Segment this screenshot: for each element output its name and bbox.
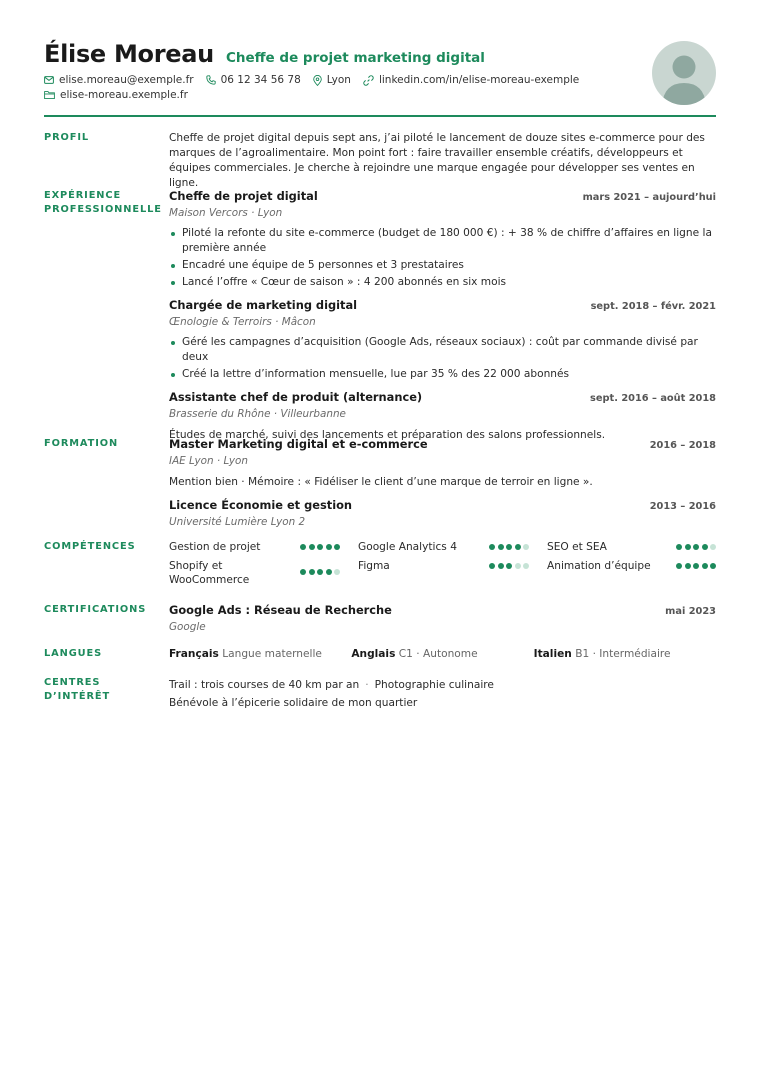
website-text: elise-moreau.exemple.fr (60, 89, 188, 101)
language-level: B1 · Intermédiaire (575, 648, 671, 660)
skill-dot-filled (309, 544, 315, 550)
section-label: CERTIFICATIONS (44, 604, 147, 615)
skill-dot-filled (685, 544, 691, 550)
location-pin-icon (313, 75, 322, 86)
entry-company: Maison Vercors · Lyon (169, 207, 283, 219)
skill-level-dots (676, 559, 716, 569)
skill-level-dots (489, 540, 529, 550)
interest-item: Photographie culinaire (374, 679, 494, 691)
bullet-item: Géré les campagnes d’acquisition (Google Ads, réseaux sociaux) : coût par commande divisé par deux (169, 335, 716, 365)
skill-dot-filled (317, 569, 323, 575)
language-item (351, 647, 533, 662)
skill-name: Figma (358, 560, 390, 572)
skill-item (547, 559, 716, 587)
skill-level-dots (300, 540, 340, 550)
skill-dot-filled (498, 544, 504, 550)
skill-dot-filled (498, 563, 504, 569)
skill-dot-filled (693, 563, 699, 569)
skill-dot-empty (334, 569, 340, 575)
section-label: LANGUES (44, 648, 103, 659)
skill-item (358, 559, 547, 587)
linkedin-text: linkedin.com/in/elise-moreau-exemple (378, 74, 580, 86)
skill-dot-filled (300, 544, 306, 550)
entry-company: Brasserie du Rhône · Villeurbanne (169, 408, 346, 420)
profile-text: Cheffe de projet digital depuis sept ans, j’ai piloté le lancement de douze sites e-commerce pour des marques de l’agroalimentaire. Mon point fort : faire travailler ensemble créatifs, développeurs et équipes commerciales. Je cherche à rejoindre une marque engagée pour développer ses ventes en ligne. (169, 132, 705, 189)
language-level: Langue maternelle (222, 648, 322, 660)
section-label: PROFIL (44, 132, 90, 143)
skill-dot-filled (710, 563, 716, 569)
skill-dot-filled (702, 563, 708, 569)
skill-dot-empty (710, 544, 716, 550)
language-name: Anglais (351, 648, 396, 660)
entry-company: Œnologie & Terroirs · Mâcon (169, 316, 316, 328)
entry-date: sept. 2018 – févr. 2021 (590, 301, 716, 312)
bullet-item: Encadré une équipe de 5 personnes et 3 prestataires (169, 258, 716, 273)
entry-title: Assistante chef de produit (alternance) (169, 390, 423, 404)
language-item (169, 647, 351, 662)
skill-name: Animation d’équipe (547, 560, 651, 572)
skill-item (169, 540, 358, 554)
linkedin-contact[interactable] (363, 74, 579, 86)
language-name: Italien (533, 648, 572, 660)
location-contact (313, 74, 351, 86)
header-divider (44, 115, 716, 117)
entry-title: Google Ads : Réseau de Recherche (169, 603, 392, 617)
skill-dot-empty (523, 563, 529, 569)
location-text: Lyon (326, 74, 351, 86)
skill-dot-filled (702, 544, 708, 550)
skill-dot-filled (489, 544, 495, 550)
skill-dot-filled (334, 544, 340, 550)
skill-dot-filled (515, 544, 521, 550)
skill-level-dots (300, 559, 340, 575)
skill-dot-filled (489, 563, 495, 569)
skill-dot-filled (326, 569, 332, 575)
skill-item (358, 540, 547, 554)
language-level: C1 · Autonome (398, 648, 478, 660)
entry-school: Université Lumière Lyon 2 (169, 516, 306, 528)
skill-dot-filled (300, 569, 306, 575)
entry-title: Cheffe de projet digital (169, 189, 318, 203)
entry-title: Licence Économie et gestion (169, 498, 353, 512)
job-title: Cheffe de projet marketing digital (225, 50, 485, 66)
website-contact[interactable] (44, 89, 188, 101)
experience-entry (169, 189, 716, 290)
entry-date: mai 2023 (665, 606, 716, 617)
entry-date: 2013 – 2016 (649, 501, 716, 512)
skill-name: Google Analytics 4 (358, 541, 457, 553)
phone-text: 06 12 34 56 78 (220, 74, 301, 86)
user-silhouette-icon (652, 41, 716, 105)
certification-entry (169, 603, 716, 635)
entry-date: sept. 2016 – août 2018 (590, 393, 716, 404)
skill-dot-filled (676, 544, 682, 550)
interest-item: Bénévole à l’épicerie solidaire de mon quartier (169, 697, 418, 709)
skill-name: Gestion de projet (169, 541, 261, 553)
skill-dot-filled (506, 563, 512, 569)
skill-dot-empty (515, 563, 521, 569)
skill-name: Shopify et WooCommerce (169, 560, 250, 586)
phone-icon (206, 75, 216, 85)
skill-level-dots (676, 540, 716, 550)
entry-date: mars 2021 – aujourd’hui (582, 192, 716, 203)
experience-entry (169, 390, 716, 443)
section-label: EXPÉRIENCE PROFESSIONNELLE (44, 190, 162, 215)
section-label: FORMATION (44, 438, 119, 449)
bullet-item: Piloté la refonte du site e-commerce (budget de 180 000 €) : + 38 % de chiffre d’affaires en ligne la première année (169, 226, 716, 256)
education-entry (169, 498, 716, 530)
experience-entry (169, 298, 716, 382)
entry-title: Master Marketing digital et e-commerce (169, 437, 428, 451)
skill-dot-filled (676, 563, 682, 569)
skill-dot-filled (317, 544, 323, 550)
skill-dot-filled (326, 544, 332, 550)
section-label: COMPÉTENCES (44, 541, 136, 552)
skill-dot-filled (685, 563, 691, 569)
skill-level-dots (489, 559, 529, 569)
skill-dot-filled (693, 544, 699, 550)
entry-title: Chargée de marketing digital (169, 298, 358, 312)
candidate-name: Élise Moreau (44, 40, 214, 68)
email-contact[interactable] (44, 74, 194, 86)
entry-description: Mention bien · Mémoire : « Fidéliser le client d’une marque de terroir en ligne ». (169, 476, 593, 488)
entry-description: Études de marché, suivi des lancements et préparation des salons professionnels. (169, 429, 606, 441)
entry-date: 2016 – 2018 (649, 440, 716, 451)
folder-icon (44, 90, 55, 100)
skill-dot-filled (309, 569, 315, 575)
mail-icon (44, 75, 54, 85)
resume-header (44, 40, 716, 116)
avatar (652, 41, 716, 105)
interest-item: Trail : trois courses de 40 km par an (169, 679, 360, 691)
interests-line (169, 676, 716, 694)
entry-school: IAE Lyon · Lyon (169, 455, 248, 467)
education-entry (169, 437, 716, 490)
link-icon (363, 75, 374, 86)
skill-name: SEO et SEA (547, 541, 607, 553)
skill-dot-filled (506, 544, 512, 550)
bullet-item: Créé la lettre d’information mensuelle, lue par 35 % des 22 000 abonnés (169, 367, 716, 382)
language-item (534, 647, 716, 662)
phone-contact[interactable] (206, 74, 301, 86)
bullet-item: Lancé l’offre « Cœur de saison » : 4 200 abonnés en six mois (169, 275, 716, 290)
separator: · (365, 679, 369, 691)
skill-item (547, 540, 716, 554)
email-text: elise.moreau@exemple.fr (59, 74, 194, 86)
skill-item (169, 559, 358, 587)
section-label: CENTRES D’INTÉRÊT (44, 677, 111, 702)
skill-dot-empty (523, 544, 529, 550)
entry-issuer: Google (169, 621, 206, 633)
language-name: Français (169, 648, 219, 660)
